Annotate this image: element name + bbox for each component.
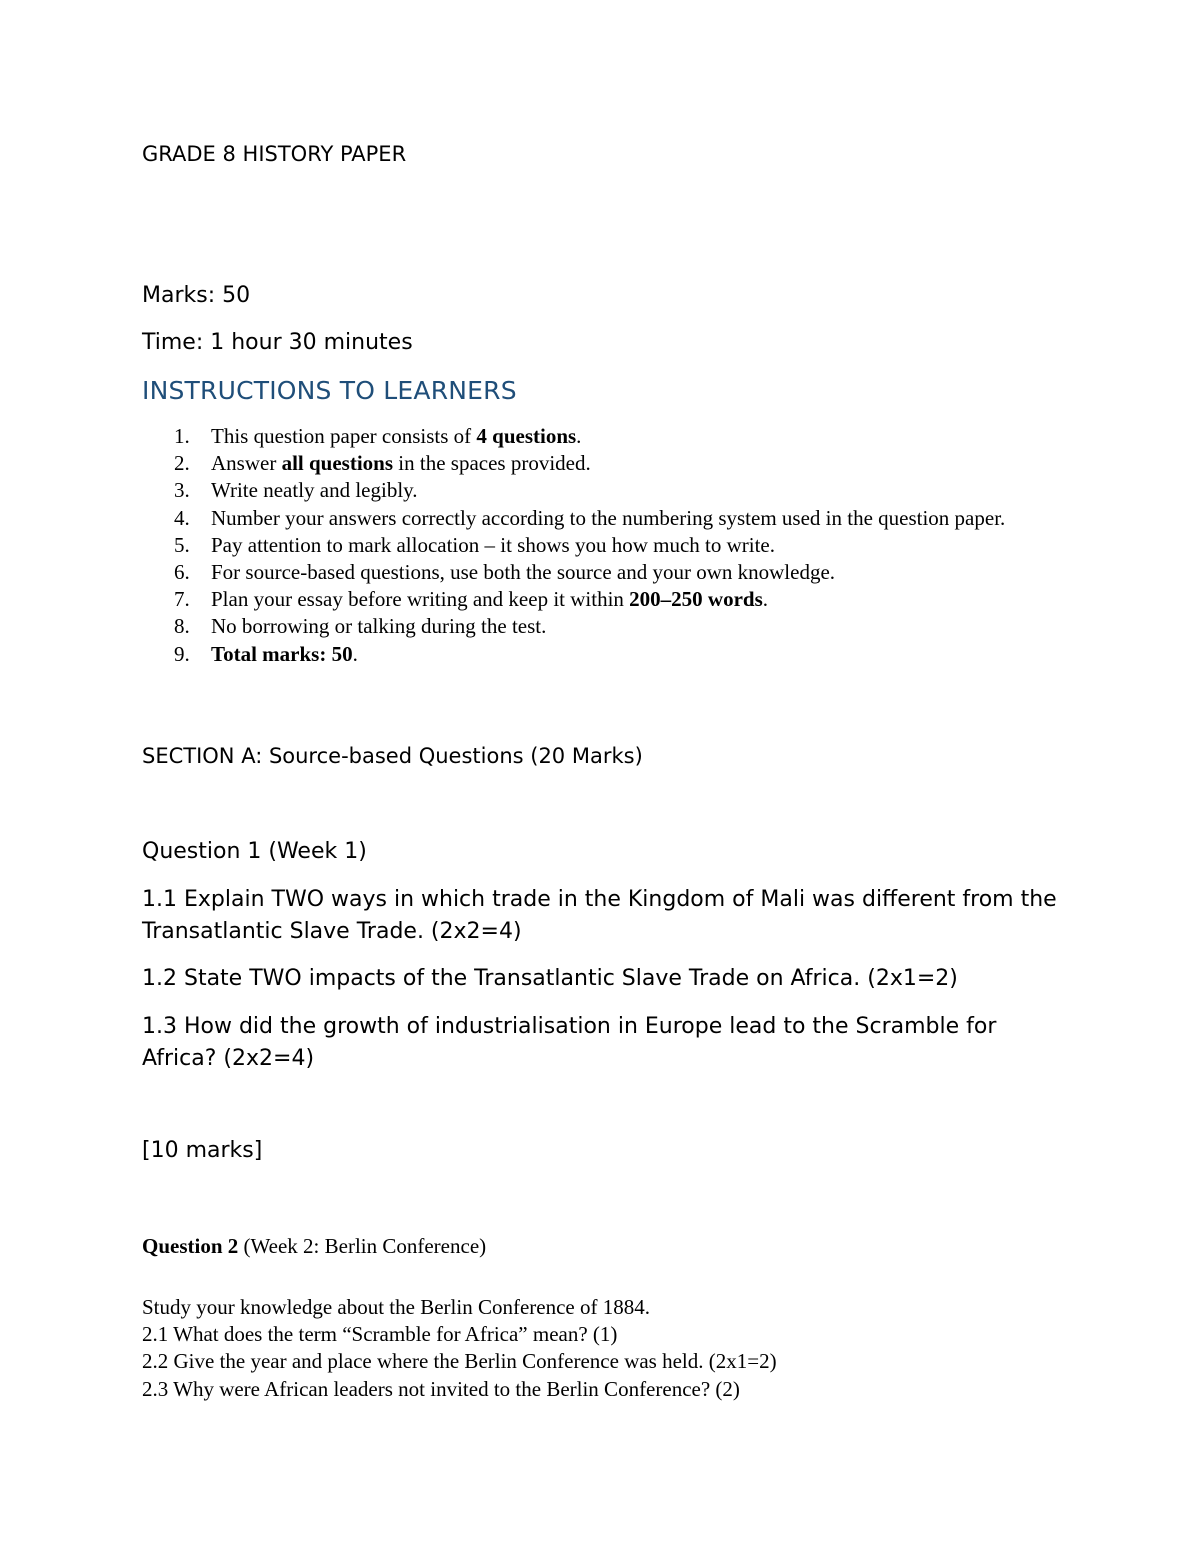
- question-1-total: [10 marks]: [142, 1138, 263, 1163]
- instruction-item: 3. Write neatly and legibly.: [174, 478, 418, 503]
- paper-title: GRADE 8 HISTORY PAPER: [142, 142, 407, 166]
- question-2-title: [142, 1234, 486, 1259]
- time-line: Time: 1 hour 30 minutes: [142, 330, 413, 355]
- instruction-item: 9. Total marks: 50.: [174, 641, 358, 666]
- instructions-heading: INSTRUCTIONS TO LEARNERS: [142, 376, 517, 405]
- question-2-2: 2.2 Give the year and place where the Berlin Conference was held. (2x1=2): [142, 1349, 777, 1374]
- instruction-item: 5. Pay attention to mark allocation – it shows you how much to write.: [174, 532, 775, 557]
- question-2-body: [142, 1294, 777, 1403]
- instruction-item: 2. Answer all questions in the spaces provided.: [174, 451, 591, 476]
- instruction-item: 1. This question paper consists of 4 questions.: [174, 424, 582, 448]
- question-2-subtitle: (Week 2: Berlin Conference): [238, 1234, 487, 1258]
- question-1-2: 1.2 State TWO impacts of the Transatlantic Slave Trade on Africa. (2x1=2): [142, 966, 958, 991]
- question-1-1: 1.1 Explain TWO ways in which trade in the Kingdom of Mali was different from the Transatlantic Slave Trade. (2x2=4): [142, 887, 1057, 944]
- question-1-3: 1.3 How did the growth of industrialisation in Europe lead to the Scramble for Africa? (2x2=4): [142, 1014, 997, 1071]
- instruction-item: 7. Plan your essay before writing and keep it within 200–250 words.: [174, 587, 768, 612]
- instruction-item: 4. Number your answers correctly according to the numbering system used in the question paper.: [174, 505, 1006, 530]
- marks-line: Marks: 50: [142, 283, 251, 308]
- question-2-intro: Study your knowledge about the Berlin Conference of 1884.: [142, 1295, 650, 1319]
- question-2-1: 2.1 What does the term “Scramble for Africa” mean? (1): [142, 1322, 618, 1347]
- question-1-title: Question 1 (Week 1): [142, 839, 367, 864]
- question-2-3: 2.3 Why were African leaders not invited to the Berlin Conference? (2): [142, 1376, 740, 1401]
- question-2-label: Question 2: [142, 1234, 239, 1258]
- section-a-title: SECTION A: Source-based Questions (20 Marks): [142, 744, 643, 768]
- instruction-item: 6. For source-based questions, use both the source and your own knowledge.: [174, 560, 836, 585]
- instruction-item: 8. No borrowing or talking during the test.: [174, 614, 547, 639]
- instructions-list: [142, 423, 1062, 668]
